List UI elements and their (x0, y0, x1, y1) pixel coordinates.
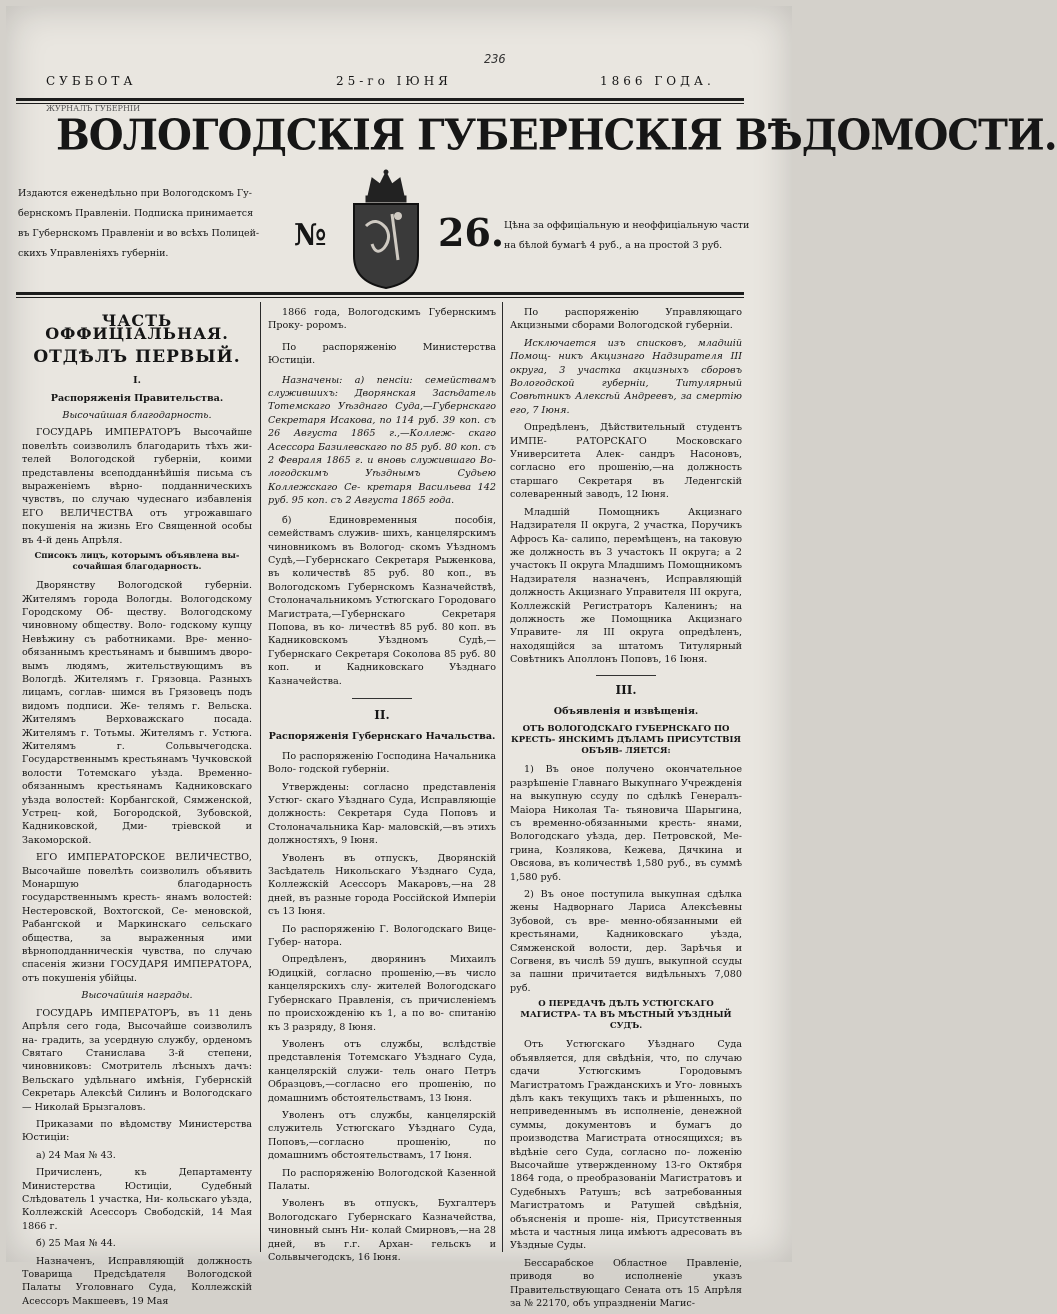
paragraph: ЕГО ИМПЕРАТОРСКОЕ ВЕЛИЧЕСТВО, Высочайше повелѣть соизволилъ объявить Монаршую благодарность государственнымъ кресть- янамъ волостей: Нестеровской, Вохтогской, Се- меновской, Рабангской и Маркинскаго сельскаго общества, за выраженныя ими вѣрноподданническія чувства, по случаю спасенія жизни ГОСУДАРЯ ИМПЕРАТОРА, отъ покушенія убійцы. (22, 852, 252, 984)
paragraph: б) 25 Мая № 44. (36, 1238, 116, 1250)
paragraph: Назначенъ, Исправляющій должность Товарища Предсѣдателя Вологодской Палаты Уголовнаго Суда, Коллежскій Асессоръ Макшеевъ, 19 Мая (22, 1255, 252, 1307)
info-line: скихъ Управленіяхъ губерніи. (18, 248, 169, 259)
paragraph: Назначены: а) пенсіи: семействамъ служившихъ: Дворянская Засѣдатель Тотемскаго Уѣзднаго Суда,—Губернскаго Секретаря Исакова, по 114 руб. 39 коп. съ 26 Августа 1865 г.,—Коллеж- скаго Асессора Базилевскаго по 85 руб. 80 коп. съ 2 Февраля 1865 г. и вновь служившаго Во- логодскимъ Уѣзднымъ Судьею Коллежскаго Се- кретаря Васильева 142 руб. 95 коп. съ 2 Августа 1865 года. (268, 374, 496, 507)
number-sign: № (294, 218, 327, 253)
paragraph: По распоряженію Г. Вологодскаго Вице-Губер- натора. (268, 923, 496, 949)
paragraph: Причисленъ, къ Департаменту Министерства Юстиціи, Судебный Слѣдователь 1 участка, Ни- кольскаго уѣзда, Коллежскій Асессоръ Свободскій, 14 Мая 1866 г. (22, 1167, 252, 1232)
info-line: въ Губернскомъ Правленіи и во всѣхъ Полицей- (18, 228, 260, 239)
weekday: СУББОТА (46, 74, 137, 88)
paragraph: Уволенъ въ отпускъ, Дворянскій Засѣдатель Никольскаго Уѣзднаго Суда, Коллежскій Асессоръ Макаровъ,—на 28 дней, въ разные города Россійской Имперіи съ 13 Іюня. (268, 852, 496, 918)
paragraph: Опредѣленъ, дворянинъ Михаилъ Юдицкій, согласно прошенію,—въ число канцелярскихъ слу- жителей Вологодскаго Губернскаго Правленія, съ причисленіемъ по происхожденію къ 1, а по во- спитанію къ 3 разряду, 8 Іюня. (268, 954, 496, 1033)
section-roman: II. (374, 707, 390, 722)
announcement-title: ОТЪ ВОЛОГОДСКАГО ГУБЕРНСКАГО ПО КРЕСТЬ- ЯНСКИМЪ ДѢЛАМЪ ПРИСУТСТВІЯ ОБЪЯВ- ЛЯЕТСЯ: (511, 724, 741, 757)
masthead-rule-thin (16, 297, 744, 298)
paragraph: 1866 года, Вологодскимъ Губернскимъ Проку- роромъ. (268, 307, 496, 332)
divider (596, 675, 656, 676)
paragraph: а) 24 Мая № 43. (36, 1149, 116, 1161)
issue-date: 25-го ІЮНЯ (336, 74, 452, 88)
section-title: ОТДѢЛЪ ПЕРВЫЙ. (33, 346, 241, 367)
paragraph: Младшій Помощникъ Акцизнаго Надзирателя II округа, 2 участка, Поручикъ Афросъ Ка- салипо, перемѣщенъ, на таковую же должность въ 3 участокъ II округа; а 2 участокъ II округа Младшимъ Помощникомъ Надзирателя назначенъ, Исправляющій должность Акцизнаго Управителя III округа, Коллежскій Регистраторъ Каленинъ; на должность же Помощника Акцизнаго Управите- ля III округа опредѣленъ, находящійся за штатомъ Титулярный Совѣтникъ Аполлонъ Поповъ, 16 Іюня. (510, 506, 742, 666)
column-rule (260, 302, 261, 1252)
paragraph: 1) Въ оное получено окончательное разрѣшеніе Главнаго Выкупнаго Учрежденія на выкупную ссуду по сдѣлкѣ Генералъ-Маіора Николая Та- тьяновича Шарыгина, съ временно-обязанными кресть- янами, Вологодскаго уѣзда, дер. Петровской, Ме- грина, Козлякова, Кежева, Дячкина и Овсяова, въ количествѣ 1,580 руб., въ суммѣ 1,580 руб. (510, 764, 742, 883)
paragraph: Приказами по вѣдомству Министерства Юстиціи: (22, 1118, 252, 1144)
paragraph: Утверждены: согласно представленія Устюг- скаго Уѣзднаго Суда, Исправляющіе должность: Секретаря Суда Поповъ и Столоначальника Кар- маловскій,—въ этихъ должностяхъ, 9 Іюня. (268, 781, 496, 847)
paragraph: Дворянству Вологодской губерніи. Жителямъ города Вологды. Вологодскому Городскому Об- ществу. Вологодскому чиновному обществу. Воло- годскому купцу Невѣжину съ работниками. Вре- менно-обязаннымъ крестьянамъ и бывшимъ дворо- вымъ людямъ, жительствующимъ въ Вологдѣ. Жителямъ г. Грязовца. Разныхъ лицамъ, соглав- шимся въ Грязовецъ подъ видомъ подписи. Же- телямъ г. Вельска. Жителямъ Верховажскаго посада. Жителямъ г. Тотьмы. Жителямъ г. Устюга. Жителямъ г. Сольвычегодска. Государственнымъ крестьянамъ Чучковской волости Тотемскаго уѣзда. Временно-обязаннымъ крестьянамъ Кадниковскаго уѣзда волостей: Корбангской, Сямженской, Устрец- кой, Богородской, Зубовской, Кадниковской, Дми- тріевской и Закоморской. (22, 580, 252, 846)
info-line: на бѣлой бумагѣ 4 руб., а на простой 3 руб. (504, 240, 723, 251)
section-heading: Распоряженія Губернскаго Начальства. (268, 731, 496, 743)
info-line: бернскомъ Правленіи. Подписка принимается (18, 208, 254, 219)
paragraph: Уволенъ въ отпускъ, Бухгалтеръ Вологодскаго Губернскаго Казначейства, чиновный сынъ Ни- колай Смирновъ,—на 28 дней, въ г.г. Архан- гельскъ и Сольвычегодскъ, 16 Іюня. (268, 1198, 496, 1263)
paragraph: По распоряженію Вологодской Казенной Палаты. (268, 1167, 496, 1192)
top-rule (16, 98, 744, 101)
paragraph: ГОСУДАРЬ ИМПЕРАТОРЪ, въ 11 день Апрѣля сего года, Высочайше соизволилъ на- градить, за усердную службу, орденомъ Святаго Станислава 3-й степени, чиновниковъ: Смотритель лѣсныхъ дачъ: Вельскаго удѣльнаго имѣнія, Губернскій Секретарь Алексѣй Силинъ и Вологодскаго — Николай Брызгаловъ. (22, 1007, 252, 1113)
paragraph: 2) Въ оное поступила выкупная сдѣлка жены Надворнаго Лариса Алексѣевны Зубовой, съ вре- менно-обязанными ей крестьянами, Кадниковскаго уѣзда, Сямженской волости, дер. Зарѣчья и Согвеня, въ числѣ 59 душъ, выкупной ссуды за пашни причитается видѣльныхъ 7,080 руб. (510, 889, 742, 994)
paragraph: Уволенъ отъ службы, вслѣдствіе представленія Тотемскаго Уѣзднаго Суда, канцелярскій служи- тель онаго Петръ Образцовъ,—согласно его прошенію, по домашнимъ обстоятельствамъ, 13 Іюня. (268, 1038, 496, 1104)
paragraph: По распоряженію Управляющаго Акцизными сборами Вологодской губерніи. (510, 307, 742, 332)
top-note: ЖУРНАЛЪ ГУБЕРНІИ (46, 104, 141, 113)
column-1 (22, 310, 252, 1312)
subheading: Высочайшая благодарность. (62, 410, 212, 422)
paragraph: По распоряженію Господина Начальника Воло- годской губерніи. (268, 750, 496, 776)
part-title: ЧАСТЬ ОФФИЦІАЛЬНАЯ. (45, 311, 229, 344)
column-2 (268, 306, 496, 1268)
section-roman: I. (133, 375, 141, 387)
paragraph: Бессарабское Областное Правленіе, приводя во исполненіе указъ Правительствующаго Сената отъ 15 Апрѣля за № 22170, объ упраздненіи Магис- (510, 1257, 742, 1309)
issue-number: 26. (438, 210, 505, 255)
info-line: Цѣна за оффиціальную и неоффиціальную части (504, 220, 750, 231)
announcement-title: О ПЕРЕДАЧѢ ДѢЛЪ УСТЮГСКАГО МАГИСТРА- ТА ВЪ МѢСТНЫЙ УѢЗДНЫЙ СУДЪ. (520, 999, 732, 1032)
list-title: Списокъ лицъ, которымъ объявлена вы- сочайшая благодарность. (34, 551, 240, 573)
column-rule (502, 302, 503, 1252)
subscription-info (18, 184, 263, 264)
newspaper-page (6, 6, 1057, 1309)
newspaper-title: ВОЛОГОДСКІЯ ГУБЕРНСКІЯ ВѢДОМОСТИ. (56, 110, 1057, 161)
section-roman: III. (615, 682, 637, 697)
handwritten-page-number: 236 (484, 52, 506, 66)
paragraph: Исключается изъ списковъ, младшій Помощ- никъ Акцизнаго Надзирателя III округа, 3 участка акцизныхъ сборовъ Вологодской губерніи, Титулярный Совѣтникъ Алексѣй Андреевъ, за смертію его, 7 Іюня. (510, 337, 742, 416)
paragraph: ГОСУДАРЬ ИМПЕРАТОРЪ Высочайше повелѣть соизволилъ благодарить тѣхъ жи- телей Вологодской губерніи, коими представлены всеподданнѣйшія письма съ выраженіемъ вѣрно- подданническихъ чувствъ, по случаю чудеснаго избавленія ЕГО ВЕЛИЧЕСТВА отъ угрожавшаго покушенія на жизнь Его Священной особы въ 4-й день Апрѣля. (22, 427, 252, 546)
paragraph: б) Единовременныя пособія, семействамъ служив- шихъ, канцелярскимъ чиновникомъ въ Вологод- скомъ Уѣздномъ Судѣ,—Губернскаго Секретаря Рыженкова, въ количествѣ 85 руб. 80 коп., въ Вологодскомъ Губернскомъ Казначействѣ, Столоначальникомъ Устюгскаго Городоваго Магистрата,—Губернскаго Секретаря Попова, въ ко- личествѣ 85 руб. 80 коп. въ Кадниковскомъ Уѣздномъ Судѣ,—Губернскаго Секретаря Соколова 85 руб. 80 коп. и Кадниковскаго Уѣзднаго Казначейства. (268, 514, 496, 687)
subheading: Высочайшія награды. (81, 990, 193, 1002)
paragraph: По распоряженію Министерства Юстиціи. (268, 341, 496, 367)
paragraph: Уволенъ отъ службы, канцелярскій служитель Устюгскаго Уѣзднаго Суда, Поповъ,—согласно прошенію, по домашнимъ обстоятельствамъ, 17 Іюня. (268, 1109, 496, 1162)
paragraph: Отъ Устюгскаго Уѣзднаго Суда объявляется, для свѣдѣнія, что, по случаю сдачи Устюгскимъ Городовымъ Магистратомъ Гражданскихъ и Уго- ловныхъ дѣлъ какъ текущихъ такъ и рѣшенныхъ, по неприведеннымъ въ исполненіе, денежной суммы, документовъ и бумагъ до производства Магистрата относящихся; въ вѣдѣніе сего Суда, согласно по- ложенію Высочайше утвержденному 13-го Октября 1864 года, о преобразованіи Магистратовъ и Судебныхъ Ратушъ; всѣ затребованныя Магистратомъ и Ратушей свѣдѣнія, объясненія и проше- нія, Присутственныя мѣста и частныя лица имѣютъ адресовать въ Уѣздные Суды. (510, 1039, 742, 1252)
section-heading: Объявленія и извѣщенія. (553, 705, 699, 717)
divider (352, 698, 412, 699)
issue-year: 1866 ГОДА. (600, 74, 715, 88)
column-3 (510, 306, 742, 1314)
masthead-rule (16, 292, 744, 295)
coat-of-arms-emblem (346, 170, 426, 290)
info-line: Издаются еженедѣльно при Вологодскомъ Гу- (18, 188, 252, 199)
paragraph: Опредѣленъ, Дѣйствительный студентъ ИМПЕ- РАТОРСКАГО Московскаго Университета Алек- сандръ Насоновъ, согласно его прошенію,—на должность старшаго Секретаря въ Леденгскій солеваренный заводъ, 12 Іюня. (510, 422, 742, 501)
price-info (504, 216, 754, 256)
section-heading: Распоряженія Правительства. (50, 392, 224, 404)
